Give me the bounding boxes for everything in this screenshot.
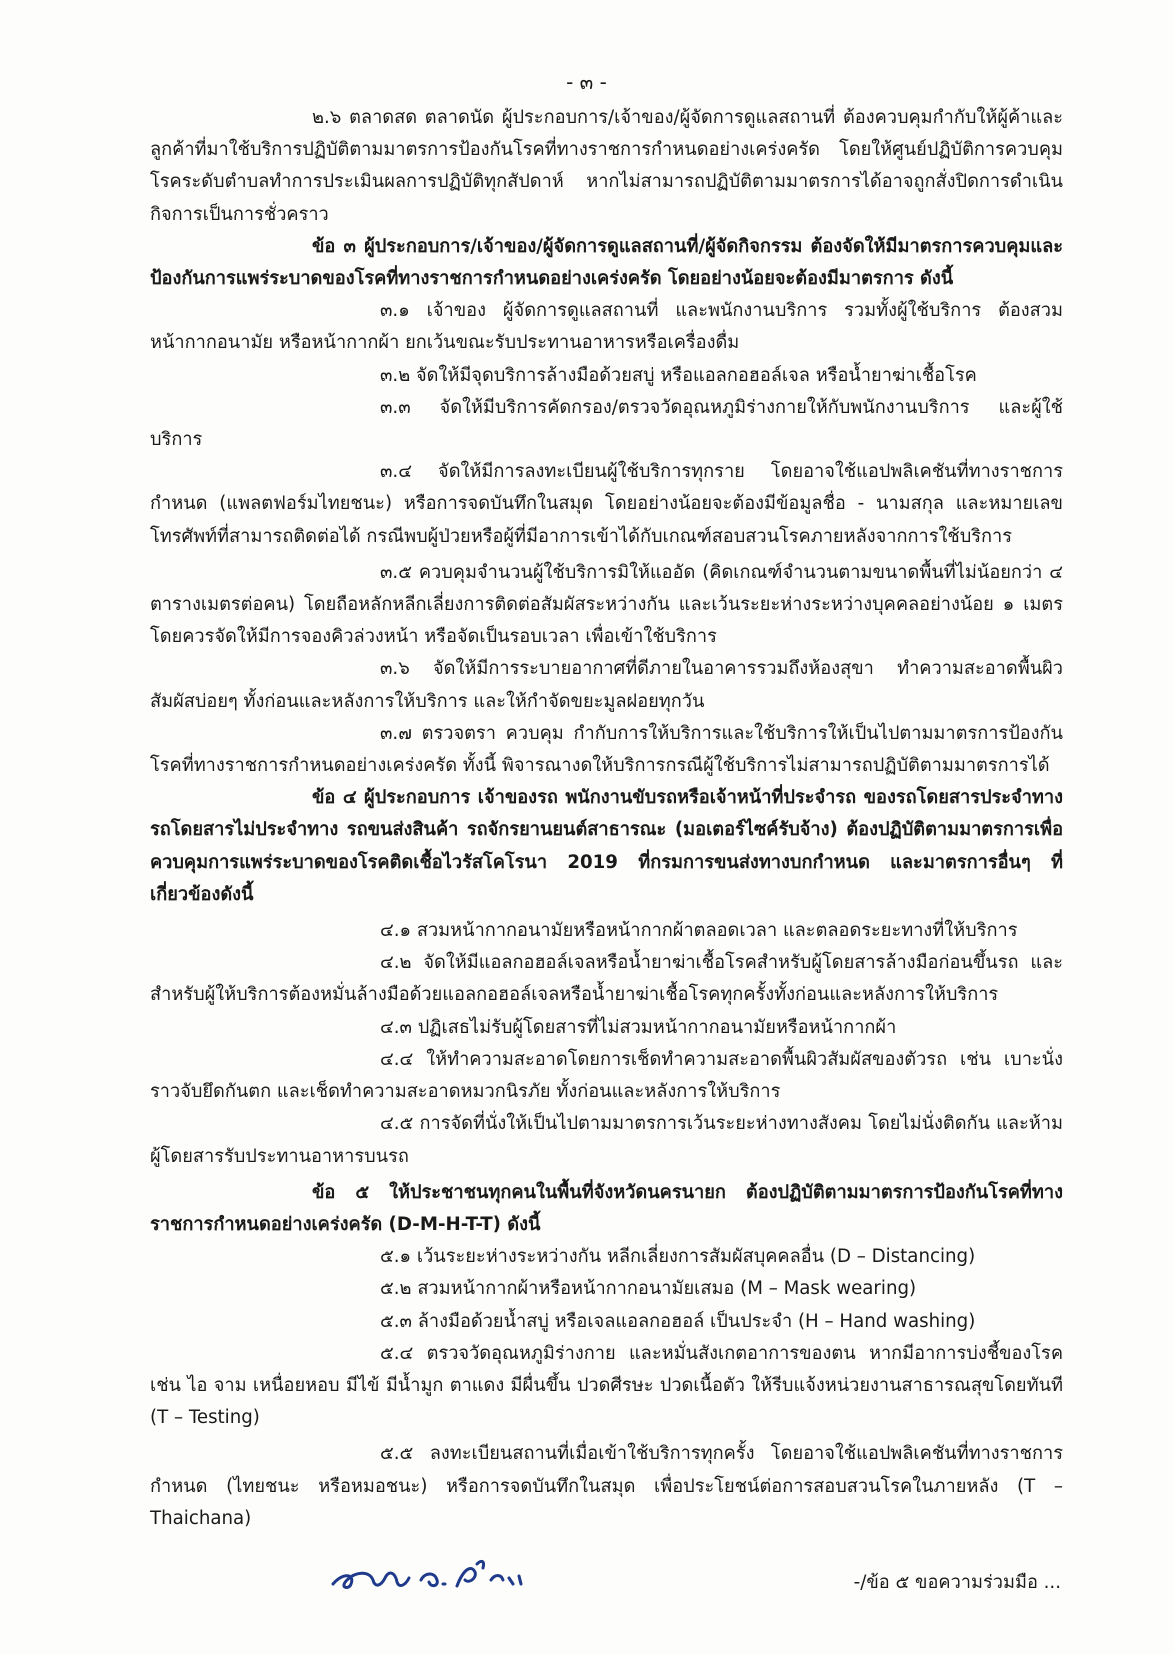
paragraph: ๓.๑ เจ้าของ ผู้จัดการดูแลสถานที่ และพนักงานบริการ รวมทั้งผู้ใช้บริการ ต้องสวมหน้ากากอนามัย หรือหน้ากากผ้า ยกเว้นขณะรับประทานอาหารหรือเครื่องดื่ม bbox=[150, 300, 1063, 354]
paragraph: ๓.๖ จัดให้มีการระบายอากาศที่ดีภายในอาคารรวมถึงห้องสุขา ทำความสะอาดพื้นผิวสัมผัสบ่อยๆ ทั้งก่อนและหลังการให้บริการ และให้กำจัดขยะมูลฝอยทุกวัน bbox=[150, 658, 1063, 712]
paragraph: ๕.๕ ลงทะเบียนสถานที่เมื่อเข้าใช้บริการทุกครั้ง โดยอาจใช้แอปพลิเคชันที่ทางราชการกำหนด (ไทยชนะ หรือหมอชนะ) หรือการจดบันทึกในสมุด เพื่อประโยชน์ต่อการสอบสวนโรคในภายหลัง (T – Thaichana) bbox=[150, 1443, 1063, 1529]
paragraph: ๔.๔ ให้ทำความสะอาดโดยการเช็ดทำความสะอาดพื้นผิวสัมผัสของตัวรถ เช่น เบาะนั่ง ราวจับยึดกันตก และเช็ดทำความสะอาดหมวกนิรภัย ทั้งก่อนและหลังการให้บริการ bbox=[150, 1048, 1063, 1103]
paragraph: ๕.๓ ล้างมือด้วยน้ำสบู่ หรือเจลแอลกอฮอล์ เป็นประจำ (H – Hand washing) bbox=[380, 1310, 976, 1332]
paragraph: ๔.๑ สวมหน้ากากอนามัยหรือหน้ากากผ้าตลอดเวลา และตลอดระยะทางที่ให้บริการ bbox=[380, 920, 1018, 942]
paragraph: ๕.๔ ตรวจวัดอุณหภูมิร่างกาย และหมั่นสังเกตอาการของตน หากมีอาการบ่งชี้ของโรค เช่น ไอ จาม เหนื่อยหอบ มีไข้ มีน้ำมูก ตาแดง มีผื่นขึ้น ปวดศีรษะ ปวดเนื้อตัว ให้รีบแจ้งหน่วยงานสาธารณสุขโดยทันที (T – Testing) bbox=[150, 1342, 1063, 1429]
handwritten-signature bbox=[325, 1550, 535, 1600]
paragraph: ๒.๖ ตลาดสด ตลาดนัด ผู้ประกอบการ/เจ้าของ/ผู้จัดการดูแลสถานที่ ต้องควบคุมกำกับให้ผู้ค้าและลูกค้าที่มาใช้บริการปฏิบัติตามมาตรการป้องกันโรคที่ทางราชการกำหนดอย่างเคร่งครัด โดยให้ศูนย์ปฏิบัติการควบคุมโรคระดับตำบลทำการประเมินผลการปฏิบัติทุกสัปดาห์ หากไม่สามารถปฏิบัติตามมาตรการได้อาจถูกสั่งปิดการดำเนินกิจการเป็นการชั่วคราว bbox=[150, 107, 1063, 225]
paragraph: ๕.๒ สวมหน้ากากผ้าหรือหน้ากากอนามัยเสมอ (M – Mask wearing) bbox=[380, 1278, 917, 1300]
page-number: - ๓ - bbox=[566, 70, 607, 94]
document-body bbox=[150, 102, 1063, 1535]
paragraph: ๕.๑ เว้นระยะห่างระหว่างกัน หลีกเลี่ยงการสัมผัสบุคคลอื่น (D – Distancing) bbox=[380, 1246, 976, 1268]
paragraph: ๔.๕ การจัดที่นั่งให้เป็นไปตามมาตรการเว้นระยะห่างทางสังคม โดยไม่นั่งติดกัน และห้ามผู้โดยสารรับประทานอาหารบนรถ bbox=[150, 1113, 1063, 1167]
continuation-note: -/ข้อ ๕ ขอความร่วมมือ ... bbox=[853, 1572, 1061, 1593]
paragraph: ข้อ ๔ ผู้ประกอบการ เจ้าของรถ พนักงานขับรถหรือเจ้าหน้าที่ประจำรถ ของรถโดยสารประจำทาง รถโดยสารไม่ประจำทาง รถขนส่งสินค้า รถจักรยานยนต์สาธารณะ (มอเตอร์ไซค์รับจ้าง) ต้องปฏิบัติตามมาตรการเพื่อควบคุมการแพร่ระบาดของโรคติดเชื้อไวรัสโคโรนา 2019 ที่กรมการขนส่งทางบกกำหนด และมาตรการอื่นๆ ที่เกี่ยวข้องดังนี้ bbox=[150, 787, 1063, 905]
paragraph: ๓.๓ จัดให้มีบริการคัดกรอง/ตรวจวัดอุณหภูมิร่างกายให้กับพนักงานบริการ และผู้ใช้บริการ bbox=[150, 396, 1063, 451]
paragraph: ๓.๒ จัดให้มีจุดบริการล้างมือด้วยสบู่ หรือแอลกอฮอล์เจล หรือน้ำยาฆ่าเชื้อโรค bbox=[380, 364, 977, 386]
paragraph: ๓.๕ ควบคุมจำนวนผู้ใช้บริการมิให้แออัด (คิดเกณฑ์จำนวนตามขนาดพื้นที่ไม่น้อยกว่า ๔ ตารางเมตรต่อคน) โดยถือหลักหลีกเลี่ยงการติดต่อสัมผัสระหว่างกัน และเว้นระยะห่างระหว่างบุคคลอย่างน้อย ๑ เมตร โดยควรจัดให้มีการจองคิวล่วงหน้า หรือจัดเป็นรอบเวลา เพื่อเข้าใช้บริการ bbox=[150, 561, 1063, 648]
paragraph: ๔.๓ ปฏิเสธไม่รับผู้โดยสารที่ไม่สวมหน้ากากอนามัยหรือหน้ากากผ้า bbox=[380, 1016, 897, 1038]
paragraph: ข้อ ๕ ให้ประชาชนทุกคนในพื้นที่จังหวัดนครนายก ต้องปฏิบัติตามมาตรการป้องกันโรคที่ทางราชการกำหนดอย่างเคร่งครัด (D-M-H-T-T) ดังนี้ bbox=[150, 1181, 1063, 1235]
paragraph: ๓.๔ จัดให้มีการลงทะเบียนผู้ใช้บริการทุกราย โดยอาจใช้แอปพลิเคชันที่ทางราชการกำหนด (แพลตฟอร์มไทยชนะ) หรือการจดบันทึกในสมุด โดยอย่างน้อยจะต้องมีข้อมูลชื่อ - นามสกุล และหมายเลขโทรศัพท์ที่สามารถติดต่อได้ กรณีพบผู้ป่วยหรือผู้ที่มีอาการเข้าได้กับเกณฑ์สอบสวนโรคภายหลังจากการใช้บริการ bbox=[150, 461, 1063, 547]
paragraph: ๔.๒ จัดให้มีแอลกอฮอล์เจลหรือน้ำยาฆ่าเชื้อโรคสำหรับผู้โดยสารล้างมือก่อนขึ้นรถ และสำหรับผู้ให้บริการต้องหมั่นล้างมือด้วยแอลกอฮอล์เจลหรือน้ำยาฆ่าเชื้อโรคทุกครั้งทั้งก่อนและหลังการให้บริการ bbox=[150, 952, 1063, 1006]
paragraph: ๓.๗ ตรวจตรา ควบคุม กำกับการให้บริการและใช้บริการให้เป็นไปตามมาตรการป้องกันโรคที่ทางราชการกำหนดอย่างเคร่งครัด ทั้งนี้ พิจารณางดให้บริการกรณีผู้ใช้บริการไม่สามารถปฏิบัติตามมาตรการได้ bbox=[150, 722, 1063, 777]
paragraph: ข้อ ๓ ผู้ประกอบการ/เจ้าของ/ผู้จัดการดูแลสถานที่/ผู้จัดกิจกรรม ต้องจัดให้มีมาตรการควบคุมและป้องกันการแพร่ระบาดของโรคที่ทางราชการกำหนดอย่างเคร่งครัด โดยอย่างน้อยจะต้องมีมาตรการ ดังนี้ bbox=[150, 235, 1063, 290]
